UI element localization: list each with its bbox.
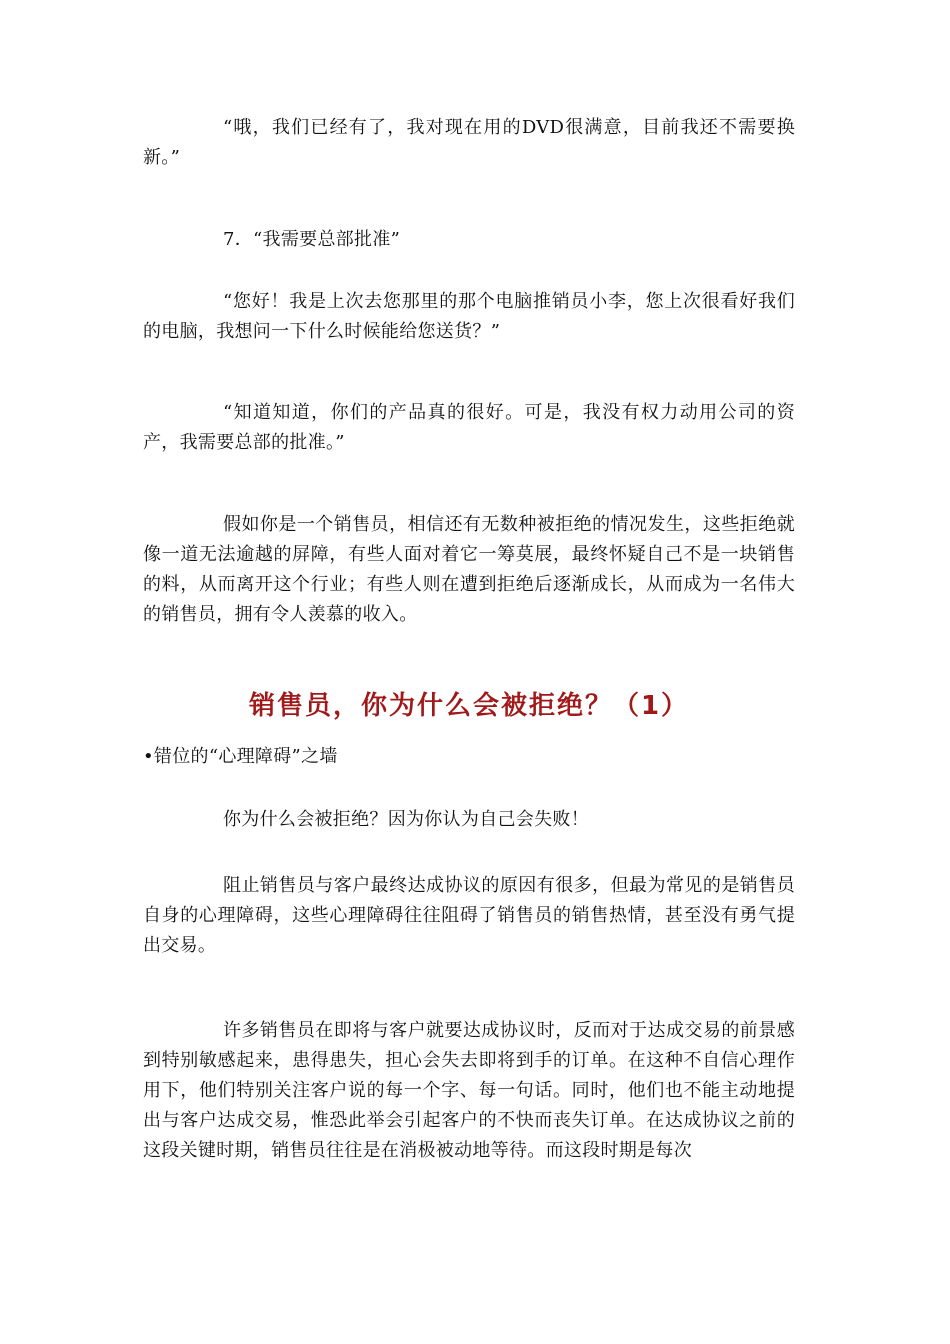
body-paragraph-rejection: 假如你是一个销售员，相信还有无数种被拒绝的情况发生，这些拒绝就像一道无法逾越的屏障，有些人面对着它一筹莫展，最终怀疑自己不是一块销售的料，从而离开这个行业；有些人则在遭到拒绝后逐渐成长，从而成为一名伟大的销售员，拥有令人羡慕的收入。 — [143, 514, 795, 625]
quote-paragraph-approval-reply: “知道知道，你们的产品真的很好。可是，我没有权力动用公司的资产，我需要总部的批准。” — [143, 402, 795, 453]
bullet-subheading: •错位的“心理障碍”之墙 — [143, 746, 338, 767]
body-paragraph-psychological-barrier: 阻止销售员与客户最终达成协议的原因有很多，但最为常见的是销售员自身的心理障碍，这些心理障碍往往阻碍了销售员的销售热情，甚至没有勇气提出交易。 — [143, 875, 795, 956]
quote-paragraph-salesman-call: “您好！我是上次去您那里的那个电脑推销员小李，您上次很看好我们的电脑，我想问一下什么时候能给您送货？” — [143, 291, 795, 342]
body-paragraph-failure: 你为什么会被拒绝？因为你认为自己会失败！ — [223, 809, 589, 830]
list-item-headquarters-approval: 7．“我需要总部批准” — [223, 229, 401, 250]
body-paragraph-closing-anxiety: 许多销售员在即将与客户就要达成协议时，反而对于达成交易的前景感到特别敏感起来，患得患失，担心会失去即将到手的订单。在这种不自信心理作用下，他们特别关注客户说的每一个字、每一句话。同时，他们也不能主动地提出与客户达成交易，惟恐此举会引起客户的不快而丧失订单。在达成协议之前的这段关键时期，销售员往往是在消极被动地等待。而这段时期是每次 — [143, 1020, 795, 1161]
quote-paragraph-dvd: “哦，我们已经有了，我对现在用的DVD很满意，目前我还不需要换新。” — [143, 117, 795, 168]
section-heading: 销售员，你为什么会被拒绝？（1） — [248, 691, 690, 721]
